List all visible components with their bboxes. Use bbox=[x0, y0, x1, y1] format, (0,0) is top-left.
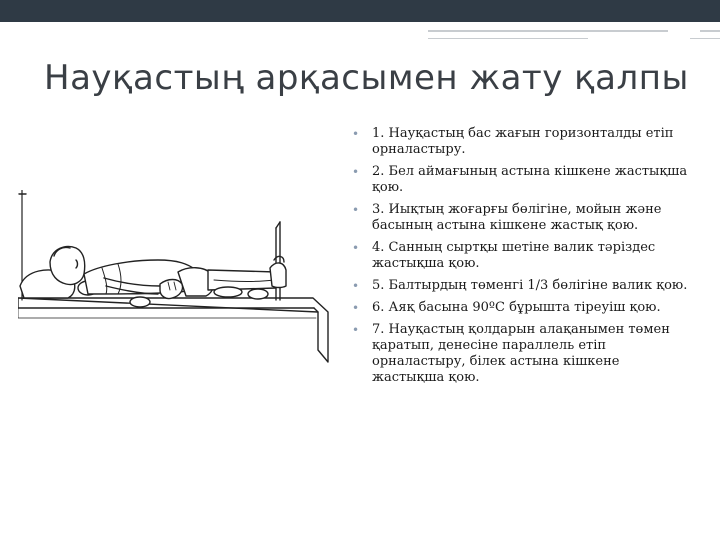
list-item bbox=[352, 164, 692, 196]
list-item-text: 7. Науқастың қолдарын алақанымен төмен қаратып, денесіне параллель етіп орналастыру, білек астына кішкене жастықша қою. bbox=[372, 322, 670, 385]
header-rule-4 bbox=[690, 38, 720, 39]
list-item bbox=[352, 322, 692, 386]
list-item-text: 4. Санның сыртқы шетіне валик тәріздес жастықша қою. bbox=[372, 240, 656, 271]
bullet-icon: • bbox=[352, 279, 360, 293]
bullet-icon: • bbox=[352, 127, 360, 141]
list-item bbox=[352, 240, 692, 272]
header-rule-3 bbox=[700, 30, 720, 32]
header-bar bbox=[0, 0, 720, 22]
bullet-icon: • bbox=[352, 241, 360, 255]
bullet-list bbox=[352, 126, 692, 392]
bullet-icon: • bbox=[352, 165, 360, 179]
header-rule-1 bbox=[428, 30, 668, 32]
list-item-text: 3. Иықтың жоғарғы бөлігіне, мойын және басының астына кішкене жастық қою. bbox=[372, 202, 662, 233]
list-item bbox=[352, 300, 692, 316]
slide-title: Науқастың арқасымен жату қалпы bbox=[44, 58, 689, 98]
list-item-text: 1. Науқастың бас жағын горизонталды етіп орналастыру. bbox=[372, 126, 674, 157]
bullet-icon: • bbox=[352, 203, 360, 217]
patient-lying-on-back-illustration bbox=[18, 190, 338, 380]
header-dark-band bbox=[0, 0, 720, 22]
list-item-text: 2. Бел аймағының астына кішкене жастықша қою. bbox=[372, 164, 688, 195]
list-item bbox=[352, 126, 692, 158]
list-item-text: 6. Аяқ басына 90ºС бұрышта тіреуіш қою. bbox=[372, 300, 661, 315]
list-item bbox=[352, 202, 692, 234]
bullet-icon: • bbox=[352, 323, 360, 337]
list-item bbox=[352, 278, 692, 294]
bullet-icon: • bbox=[352, 301, 360, 315]
list-item-text: 5. Балтырдың төменгі 1/3 бөлігіне валик қою. bbox=[372, 278, 688, 293]
header-rule-2 bbox=[428, 38, 588, 39]
